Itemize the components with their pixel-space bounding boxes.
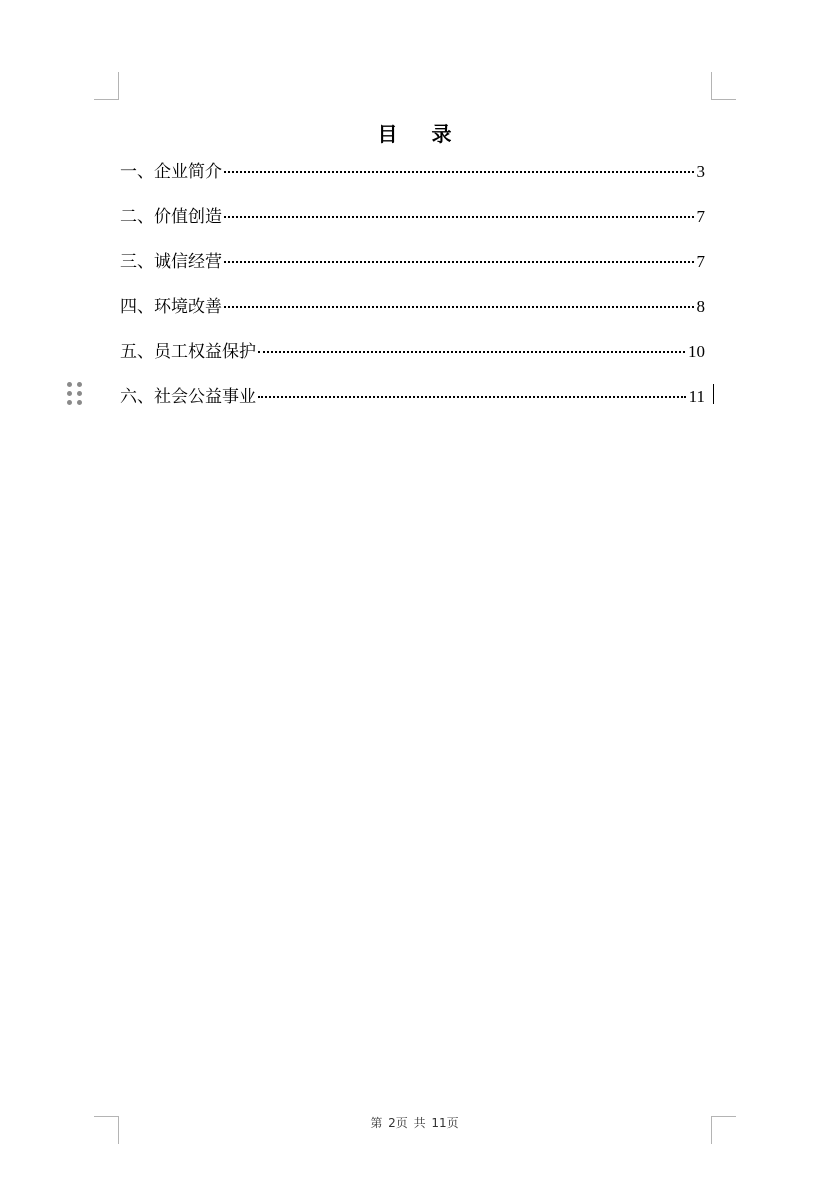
toc-entry-label: 五、员工权益保护 — [120, 342, 256, 362]
toc-dot-leader — [224, 216, 694, 218]
drag-dot — [67, 400, 72, 405]
toc-entry-page: 8 — [696, 297, 705, 316]
toc-dot-leader — [258, 396, 686, 398]
toc-entry-page: 3 — [696, 162, 705, 181]
toc-dot-leader — [258, 351, 685, 353]
crop-mark-top-right — [711, 72, 736, 100]
toc-dot-leader — [224, 261, 694, 263]
toc-entry[interactable] — [120, 383, 705, 428]
crop-mark-top-left — [94, 72, 119, 100]
toc-entry-page: 7 — [696, 207, 705, 226]
toc-entry-page: 7 — [696, 252, 705, 271]
drag-dot — [67, 382, 72, 387]
toc-title-char-2: 录 — [431, 122, 452, 146]
toc-title-char-1: 目 — [377, 122, 398, 146]
toc-entry-page: 11 — [688, 387, 705, 406]
toc-dot-leader — [224, 171, 694, 173]
toc-entry[interactable] — [120, 203, 705, 248]
toc-entry-label: 一、企业简介 — [120, 162, 222, 182]
toc-entry-label: 六、社会公益事业 — [120, 387, 256, 407]
drag-dot — [67, 391, 72, 396]
toc-dot-leader — [224, 306, 694, 308]
page-footer: 第 2页 共 11页 — [370, 1116, 459, 1130]
drag-handle-icon[interactable] — [67, 382, 83, 406]
toc-entry-page: 10 — [688, 342, 705, 361]
toc-entry[interactable] — [120, 158, 705, 203]
drag-dot — [77, 400, 82, 405]
text-cursor — [713, 384, 714, 404]
toc-entry-label: 二、价值创造 — [120, 207, 222, 227]
toc-entry-label: 四、环境改善 — [120, 297, 222, 317]
toc-entry[interactable] — [120, 248, 705, 293]
toc-entry[interactable] — [120, 338, 705, 383]
drag-dot — [77, 391, 82, 396]
drag-dot — [77, 382, 82, 387]
toc-list — [120, 158, 705, 428]
toc-entry[interactable] — [120, 293, 705, 338]
toc-entry-label: 三、诚信经营 — [120, 252, 222, 272]
toc-title — [0, 118, 829, 147]
